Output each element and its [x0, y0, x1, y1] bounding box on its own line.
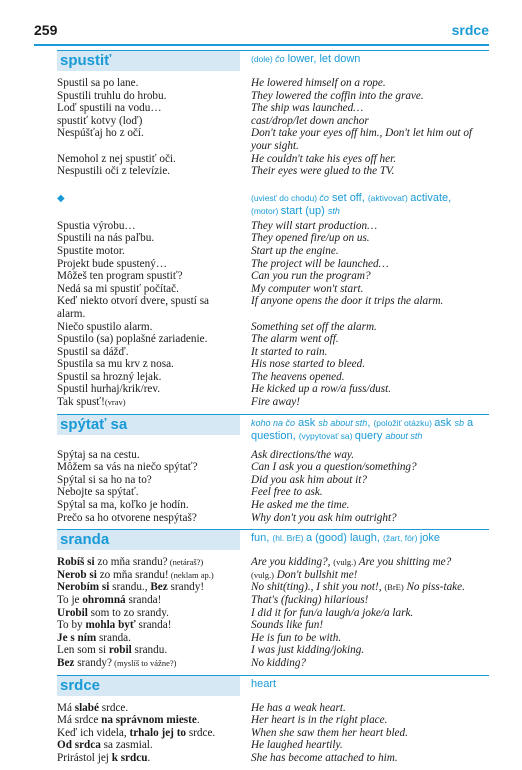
- running-head: [34, 18, 489, 46]
- english-translation: [251, 308, 489, 321]
- slovak-phrase: Nespúšťaj ho z očí.: [57, 127, 144, 140]
- example-row: [57, 127, 489, 140]
- english-translation: He has a weak heart.: [251, 701, 346, 714]
- translation-text: sth: [327, 205, 340, 216]
- headword-row: [57, 414, 489, 443]
- example-row: [57, 396, 489, 409]
- translation-text: ask: [295, 416, 319, 429]
- slovak-phrase: Spýtal sa ma, koľko je hodín.: [57, 499, 189, 512]
- example-row: [57, 358, 489, 371]
- entry-spytat-sa: [57, 414, 489, 525]
- english-translation: Did you ask him about it?: [251, 473, 367, 486]
- example-row: [57, 449, 489, 462]
- slovak-phrase: Prirástol jej k srdcu.: [57, 751, 151, 764]
- headword-row: [57, 529, 489, 550]
- example-row: [57, 752, 489, 765]
- example-row: [57, 702, 489, 715]
- example-row: [57, 333, 489, 346]
- english-translation: They lowered the coffin into the grave.: [251, 89, 424, 102]
- slovak-phrase: Keď ich videla, trhalo jej to srdce.: [57, 726, 216, 739]
- headword-translation: [251, 529, 489, 545]
- translation-text: joke: [419, 532, 441, 545]
- example-row: [57, 232, 489, 245]
- headword-row: [57, 675, 489, 696]
- slovak-phrase: Spustil hurhaj/krik/rev.: [57, 383, 161, 396]
- english-translation: Can you run the program?: [251, 270, 371, 283]
- english-translation: Something set off the alarm.: [251, 320, 377, 333]
- translation-text: (položiť otázku): [373, 417, 435, 428]
- running-word: srdce: [451, 22, 489, 38]
- headword: spýtať sa: [57, 414, 240, 435]
- slovak-phrase: alarm.: [57, 307, 86, 320]
- translation-text: sb about sth: [318, 417, 368, 428]
- translation-text: čo: [275, 54, 285, 64]
- english-translation: Don't take your eyes off him., Don't let him out of: [251, 127, 473, 140]
- english-translation: When she saw them her heart bled.: [251, 726, 408, 739]
- example-row: [57, 383, 489, 396]
- example-row: [57, 165, 489, 178]
- english-translation: Sounds like fun!: [251, 619, 324, 632]
- example-row: [57, 556, 489, 569]
- slovak-phrase: Projekt bude spustený…: [57, 257, 168, 270]
- translation-text: a: [463, 416, 474, 429]
- headword-row: [57, 50, 489, 71]
- english-translation: She has become attached to him.: [251, 751, 398, 764]
- example-row: [57, 258, 489, 271]
- slovak-phrase: Spustia výrobu…: [57, 219, 136, 232]
- english-translation: cast/drop/let down anchor: [251, 114, 369, 127]
- english-translation: Fire away!: [251, 396, 300, 409]
- translation-text: start (up): [280, 204, 328, 217]
- example-row: [57, 657, 489, 670]
- slovak-phrase: Spustil sa po lane.: [57, 77, 139, 89]
- english-translation: No kidding?: [251, 656, 307, 669]
- english-translation: Are you kidding?, (vulg.) Are you shitting me?: [251, 556, 452, 569]
- english-translation: My computer won't start.: [251, 282, 364, 295]
- slovak-phrase: Tak spusť!(vrav): [57, 396, 126, 409]
- example-row: [57, 619, 489, 632]
- example-list: [57, 220, 489, 409]
- english-translation: Can I ask you a question/something?: [251, 461, 417, 474]
- slovak-phrase: Robíš si zo mňa srandu? (netáraš?): [57, 556, 204, 569]
- example-row: [57, 77, 489, 90]
- slovak-phrase: Spustil sa hrozný lejak.: [57, 370, 162, 383]
- english-translation: The ship was launched…: [251, 102, 364, 115]
- headword-translation: [251, 414, 489, 443]
- headword: spustiť: [57, 50, 240, 71]
- example-row: [57, 486, 489, 499]
- slovak-phrase: Spustila sa mu krv z nosa.: [57, 358, 174, 371]
- sense-translation: [251, 192, 489, 218]
- english-translation: Feel free to ask.: [251, 486, 323, 499]
- english-translation: No shit(ting)., I shit you not!, (BrE) No piss-take.: [251, 581, 465, 594]
- english-translation: The heavens opened.: [251, 370, 345, 383]
- entry-spustit: [57, 50, 489, 409]
- sense-2: [57, 192, 489, 218]
- translation-text: fun,: [251, 532, 273, 545]
- slovak-phrase: To je ohromná sranda!: [57, 594, 162, 606]
- example-row: [57, 499, 489, 512]
- example-row: [57, 270, 489, 283]
- translation-text: čo: [319, 192, 329, 203]
- slovak-phrase: Nemohol z nej spustiť oči.: [57, 152, 176, 165]
- slovak-phrase: Je s ním sranda.: [57, 631, 131, 644]
- slovak-phrase: Spustili na nás paľbu.: [57, 232, 155, 245]
- english-translation: The project will be launched…: [251, 257, 389, 270]
- example-row: [57, 632, 489, 645]
- slovak-phrase: Nespustili oči z televízie.: [57, 165, 171, 178]
- english-translation: He asked me the time.: [251, 499, 350, 512]
- english-translation: They opened fire/up on us.: [251, 232, 370, 245]
- example-row: [57, 140, 489, 153]
- slovak-phrase: Spustilo (sa) poplašné zariadenie.: [57, 333, 208, 346]
- slovak-phrase: Urobil som to zo srandy.: [57, 606, 169, 619]
- english-translation: He is fun to be with.: [251, 631, 342, 644]
- example-row: [57, 461, 489, 474]
- english-translation: His nose started to bleed.: [251, 358, 366, 371]
- example-row: [57, 346, 489, 359]
- example-row: [57, 512, 489, 525]
- english-translation: Why don't you ask him outright?: [251, 511, 397, 524]
- english-translation: Her heart is in the right place.: [251, 714, 388, 727]
- example-row: [57, 153, 489, 166]
- entry-srdce: [57, 675, 489, 765]
- example-row: [57, 714, 489, 727]
- slovak-phrase: Prečo sa ho otvorene nespýtaš?: [57, 511, 197, 524]
- translation-text: (hl. BrE): [272, 533, 306, 544]
- translation-text: (motor): [251, 205, 281, 216]
- headword: srdce: [57, 675, 240, 696]
- example-list: [57, 77, 489, 178]
- slovak-phrase: Spustite motor.: [57, 244, 125, 257]
- translation-text: ask: [434, 416, 455, 429]
- translation-text: (uviesť do chodu): [251, 192, 320, 203]
- example-row: [57, 727, 489, 740]
- example-row: [57, 220, 489, 233]
- english-translation: Ask directions/the way.: [251, 448, 355, 461]
- translation-text: lower, let down: [284, 53, 361, 65]
- translation-text: heart: [251, 677, 277, 690]
- example-row: [57, 607, 489, 620]
- example-row: [57, 283, 489, 296]
- slovak-phrase: Len som si robil srandu.: [57, 644, 168, 657]
- translation-text: query: [354, 429, 386, 442]
- slovak-phrase: [57, 140, 251, 153]
- headword-translation: [251, 50, 489, 66]
- translation-text: question,: [251, 429, 299, 442]
- example-row: [57, 245, 489, 258]
- example-list: [57, 556, 489, 669]
- example-row: [57, 308, 489, 321]
- slovak-phrase: Loď spustili na vodu…: [57, 102, 162, 115]
- entry-sranda: [57, 529, 489, 669]
- slovak-phrase: Nerob si zo mňa srandu! (neklam ap.): [57, 568, 214, 581]
- example-list: [57, 702, 489, 765]
- slovak-phrase: spustiť kotvy (loď): [57, 114, 143, 127]
- translation-text: sb: [454, 417, 464, 428]
- english-translation: Start up the engine.: [251, 244, 339, 257]
- english-translation: They will start production…: [251, 219, 378, 232]
- slovak-phrase: Bez srandy? (myslíš to vážne?): [57, 656, 177, 669]
- slovak-phrase: Nedá sa mi spustiť počítač.: [57, 282, 179, 295]
- example-row: [57, 569, 489, 582]
- english-translation: I did it for fun/a laugh/a joke/a lark.: [251, 606, 414, 619]
- slovak-phrase: Spustil sa dážď.: [57, 345, 129, 358]
- example-row: [57, 371, 489, 384]
- english-translation: He lowered himself on a rope.: [251, 77, 386, 89]
- translation-text: set off,: [328, 191, 368, 204]
- example-row: [57, 644, 489, 657]
- english-translation: Their eyes were glued to the TV.: [251, 165, 395, 178]
- translation-text: a (good) laugh,: [305, 532, 383, 545]
- english-translation: If anyone opens the door it trips the alarm.: [251, 295, 444, 308]
- slovak-phrase: Môžem sa vás na niečo spýtať?: [57, 461, 198, 474]
- english-translation: He laughed heartily.: [251, 739, 343, 752]
- translation-text: koho na čo: [251, 417, 296, 428]
- example-row: [57, 739, 489, 752]
- example-row: [57, 295, 489, 308]
- headword-translation: [251, 675, 489, 691]
- page-number: 259: [34, 22, 58, 38]
- translation-text: (vypytovať sa): [298, 430, 355, 441]
- slovak-phrase: Nerobím si srandu., Bez srandy!: [57, 581, 205, 594]
- slovak-phrase: Má srdce na správnom mieste.: [57, 714, 200, 727]
- example-row: [57, 581, 489, 594]
- translation-text: about sth: [385, 430, 423, 441]
- example-row: [57, 321, 489, 334]
- example-row: [57, 115, 489, 128]
- slovak-phrase: Má slabé srdce.: [57, 701, 129, 714]
- translation-text: activate,: [410, 191, 452, 204]
- example-row: [57, 90, 489, 103]
- slovak-phrase: Nebojte sa spýtať.: [57, 486, 139, 499]
- headword: sranda: [57, 529, 240, 550]
- slovak-phrase: Keď niekto otvorí dvere, spustí sa: [57, 295, 210, 308]
- slovak-phrase: Od srdca sa zasmial.: [57, 739, 153, 752]
- english-translation: It started to rain.: [251, 345, 328, 358]
- slovak-phrase: Môžeš ten program spustiť?: [57, 270, 183, 283]
- english-translation: The alarm went off.: [251, 333, 339, 346]
- english-translation: your sight.: [251, 139, 299, 152]
- slovak-phrase: To by mohla byť sranda!: [57, 619, 172, 632]
- english-translation: (vulg.) Don't bullshit me!: [251, 568, 358, 581]
- slovak-phrase: Spustili truhlu do hrobu.: [57, 89, 167, 102]
- example-row: [57, 102, 489, 115]
- example-list: [57, 449, 489, 525]
- slovak-phrase: Niečo spustilo alarm.: [57, 320, 153, 333]
- slovak-phrase: Spýtal si sa ho na to?: [57, 473, 152, 486]
- english-translation: He couldn't take his eyes off her.: [251, 152, 396, 165]
- translation-text: ,: [367, 416, 374, 429]
- english-translation: He kicked up a row/a fuss/dust.: [251, 383, 392, 396]
- sense-marker-icon: ◆: [57, 192, 65, 204]
- example-row: [57, 474, 489, 487]
- translation-text: (aktivovať): [367, 192, 411, 203]
- slovak-phrase: Spýtaj sa na cestu.: [57, 448, 140, 461]
- entries: [57, 50, 489, 770]
- english-translation: I was just kidding/joking.: [251, 644, 365, 657]
- translation-text: (dole): [251, 54, 276, 64]
- example-row: [57, 594, 489, 607]
- translation-text: (žart, fór): [383, 533, 420, 544]
- english-translation: That's (fucking) hilarious!: [251, 594, 369, 606]
